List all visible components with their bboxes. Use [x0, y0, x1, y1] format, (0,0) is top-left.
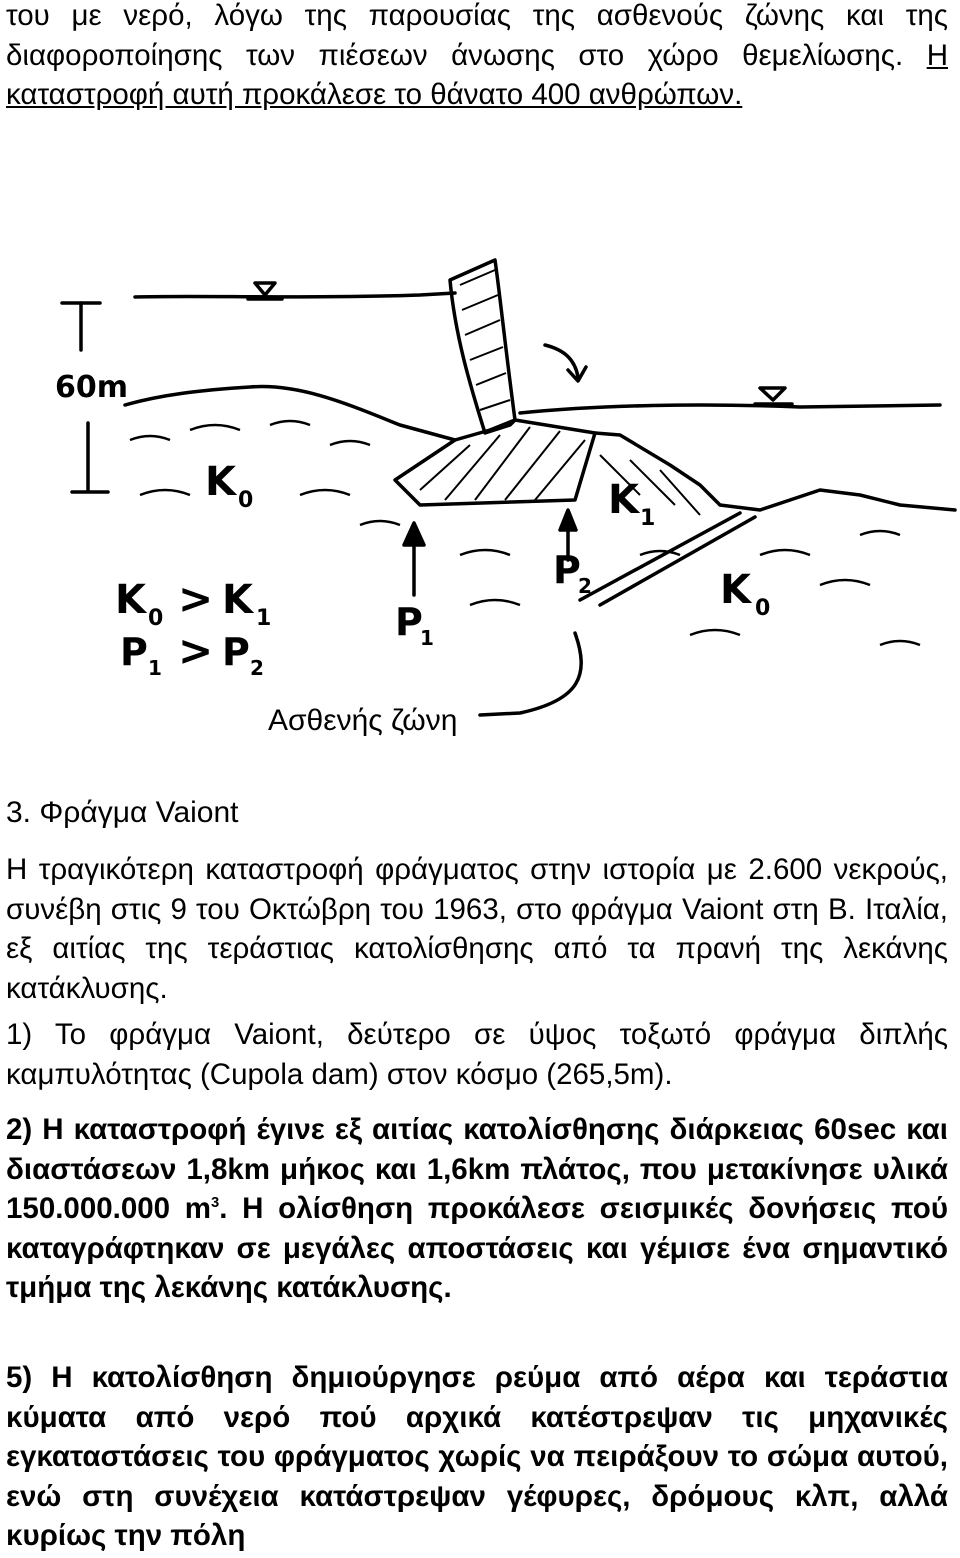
section-heading: 3. Φράγμα Vaiont — [6, 796, 239, 829]
label-k0-left — [205, 459, 253, 513]
main-paragraph: Η τραγικότερη καταστροφή φράγματος στην ιστορία με 2.600 νεκρούς, συνέβη στις 9 του Οκτώβρη του 1963, στο φράγμα Vaiont στη Β. Ιταλία, εξ αιτίας της τεράστιας κατολίσθησης από τα πρανή της λεκάνης κατάκλυσης. — [6, 853, 948, 1005]
label-p2 — [553, 548, 592, 598]
downstream-water-surface — [520, 405, 940, 413]
water-level-symbol-downstream — [760, 388, 785, 400]
svg-text:0: 0 — [238, 488, 254, 513]
item-2-superscript: 3 — [211, 1195, 220, 1212]
item-1-paragraph: 1) Το φράγμα Vaiont, δεύτερο σε ύψος τοξωτό φράγμα διπλής καμπυλότητας (Cupola dam) στον κόσμο (265,5m). — [6, 1018, 948, 1091]
label-k1 — [608, 477, 655, 531]
svg-text:1: 1 — [640, 506, 656, 531]
svg-text:K: K — [115, 577, 146, 623]
svg-text:P: P — [395, 600, 423, 644]
height-label: 60m — [55, 370, 129, 405]
downstream-ground — [595, 433, 955, 510]
intro-underlined-text: Η καταστροφή αυτή προκάλεσε το θάνατο 400 ανθρώπων. — [6, 38, 948, 111]
svg-text:>: > — [178, 574, 214, 623]
upstream-ground — [125, 387, 455, 440]
item-2-text-end: . Η ολίσθηση προκάλεσε σεισμικές δονήσεις πού καταγράφτηκαν σε μεγάλες αποστάσεις και γέμισε ένα σημαντικό τμήμα της λεκάνης κατάκλυσης. — [6, 1192, 949, 1304]
overflow-arrow — [545, 345, 578, 377]
svg-text:1: 1 — [420, 626, 434, 650]
svg-text:>: > — [178, 626, 214, 675]
svg-text:2: 2 — [250, 656, 264, 680]
intro-paragraph — [6, 0, 948, 115]
weak-zone-label: Ασθενής ζώνη — [268, 704, 458, 737]
dam-failure-diagram — [0, 255, 960, 745]
relation-k — [115, 574, 271, 631]
svg-text:K: K — [205, 459, 236, 505]
weak-zone-pointer — [480, 633, 581, 715]
svg-text:1: 1 — [148, 656, 162, 680]
svg-text:K: K — [222, 577, 253, 623]
label-k0-right — [720, 567, 770, 621]
svg-text:P: P — [553, 548, 581, 592]
svg-text:K: K — [720, 567, 751, 613]
relation-p — [120, 626, 264, 680]
svg-text:K: K — [608, 477, 639, 523]
item-2-text: 2) Η καταστροφή έγινε εξ αιτίας κατολίσθησης διάρκειας 60sec και διαστάσεων 1,8km μήκος και 1,6km πλάτος, που μετακίνησε υλικά 150.000.000 m — [6, 1113, 948, 1225]
svg-text:1: 1 — [256, 606, 272, 631]
svg-text:P: P — [222, 630, 250, 674]
svg-text:2: 2 — [578, 574, 592, 598]
svg-text:P: P — [120, 630, 148, 674]
label-p1 — [395, 600, 434, 650]
upstream-water-surface — [135, 293, 455, 297]
hatching — [420, 270, 700, 515]
water-level-symbol-upstream — [255, 283, 275, 295]
intro-text: του με νερό, λόγω της παρουσίας της ασθενούς ζώνης και της διαφοροποίησης των πιέσεων άνωσης στο χώρο θεμελίωσης. — [6, 0, 948, 72]
dam-body — [450, 260, 515, 433]
item-5-paragraph: 5) Η κατολίσθηση δημιούργησε ρεύμα από αέρα και τεράστια κύματα από νερό πού αρχικά κατέστρεψαν τις μηχανικές εγκαταστάσεις του φράγματος χωρίς να πειράξουν το σώμα αυτού, ενώ στη συνέχεια κατάστρεψαν γέφυρες, δρόμους κλπ, αλλά κυρίως την πόλη — [6, 1361, 948, 1552]
svg-text:0: 0 — [148, 606, 164, 631]
svg-text:0: 0 — [755, 596, 771, 621]
item-2-paragraph — [6, 1110, 948, 1308]
